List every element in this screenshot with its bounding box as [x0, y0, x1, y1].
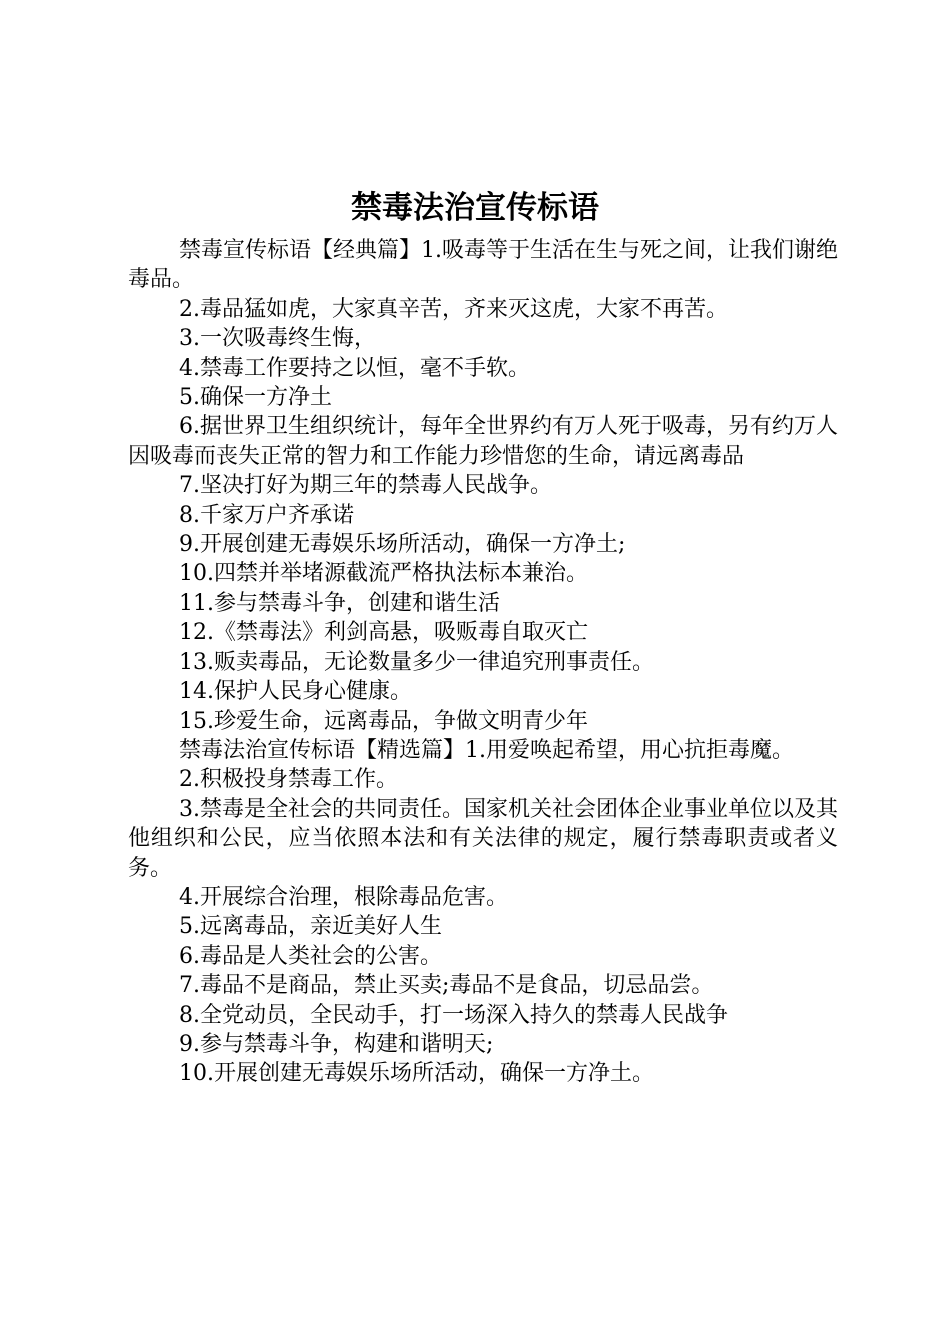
- paragraph-12: 12.《禁毒法》利剑高悬，吸贩毒自取灭亡: [179, 620, 588, 646]
- paragraph-10: 10.四禁并举堵源截流严格执法标本兼治。: [179, 561, 588, 587]
- document-body: [128, 236, 838, 1089]
- paragraph-7: 7.坚决打好为期三年的禁毒人民战争。: [179, 473, 552, 499]
- paragraph-24: 9.参与禁毒斗争，构建和谐明天;: [179, 1031, 494, 1057]
- paragraph-5: 5.确保一方净土: [179, 385, 332, 411]
- paragraph-15: 15.珍爱生命，远离毒品，争做文明青少年: [179, 708, 588, 734]
- paragraph-19: 4.开展综合治理，根除毒品危害。: [179, 884, 508, 910]
- paragraph-23: 8.全党动员，全民动手，打一场深入持久的禁毒人民战争: [179, 1002, 728, 1028]
- paragraph-9: 9.开展创建无毒娱乐场所活动，确保一方净土;: [179, 532, 626, 558]
- paragraph-13: 13.贩卖毒品，无论数量多少一律追究刑事责任。: [179, 649, 654, 675]
- paragraph-16: 禁毒法治宣传标语【精选篇】1.用爱唤起希望，用心抗拒毒魔。: [179, 737, 794, 763]
- paragraph-14: 14.保护人民身心健康。: [179, 679, 412, 705]
- paragraph-20: 5.远离毒品，亲近美好人生: [179, 914, 442, 940]
- paragraph-1: 禁毒宣传标语【经典篇】1.吸毒等于生活在生与死之间，让我们谢绝毒品。: [128, 238, 838, 293]
- paragraph-11: 11.参与禁毒斗争，创建和谐生活: [179, 590, 500, 616]
- document-title: 禁毒法治宣传标语: [351, 190, 599, 226]
- paragraph-25: 10.开展创建无毒娱乐场所活动，确保一方净土。: [179, 1061, 654, 1087]
- paragraph-2: 2.毒品猛如虎，大家真辛苦，齐来灭这虎，大家不再苦。: [179, 296, 728, 322]
- paragraph-3: 3.一次吸毒终生悔，: [179, 326, 376, 352]
- paragraph-4: 4.禁毒工作要持之以恒，毫不手软。: [179, 355, 530, 381]
- paragraph-21: 6.毒品是人类社会的公害。: [179, 943, 442, 969]
- paragraph-17: 2.积极投身禁毒工作。: [179, 767, 398, 793]
- paragraph-18: 3.禁毒是全社会的共同责任。国家机关社会团体企业事业单位以及其他组织和公民，应当依照本法和有关法律的规定，履行禁毒职责或者义务。: [128, 796, 838, 881]
- paragraph-8: 8.千家万户齐承诺: [179, 502, 354, 528]
- paragraph-22: 7.毒品不是商品，禁止买卖;毒品不是食品，切忌品尝。: [179, 973, 714, 999]
- paragraph-6: 6.据世界卫生组织统计，每年全世界约有万人死于吸毒，另有约万人因吸毒而丧失正常的智力和工作能力珍惜您的生命，请远离毒品: [128, 414, 838, 469]
